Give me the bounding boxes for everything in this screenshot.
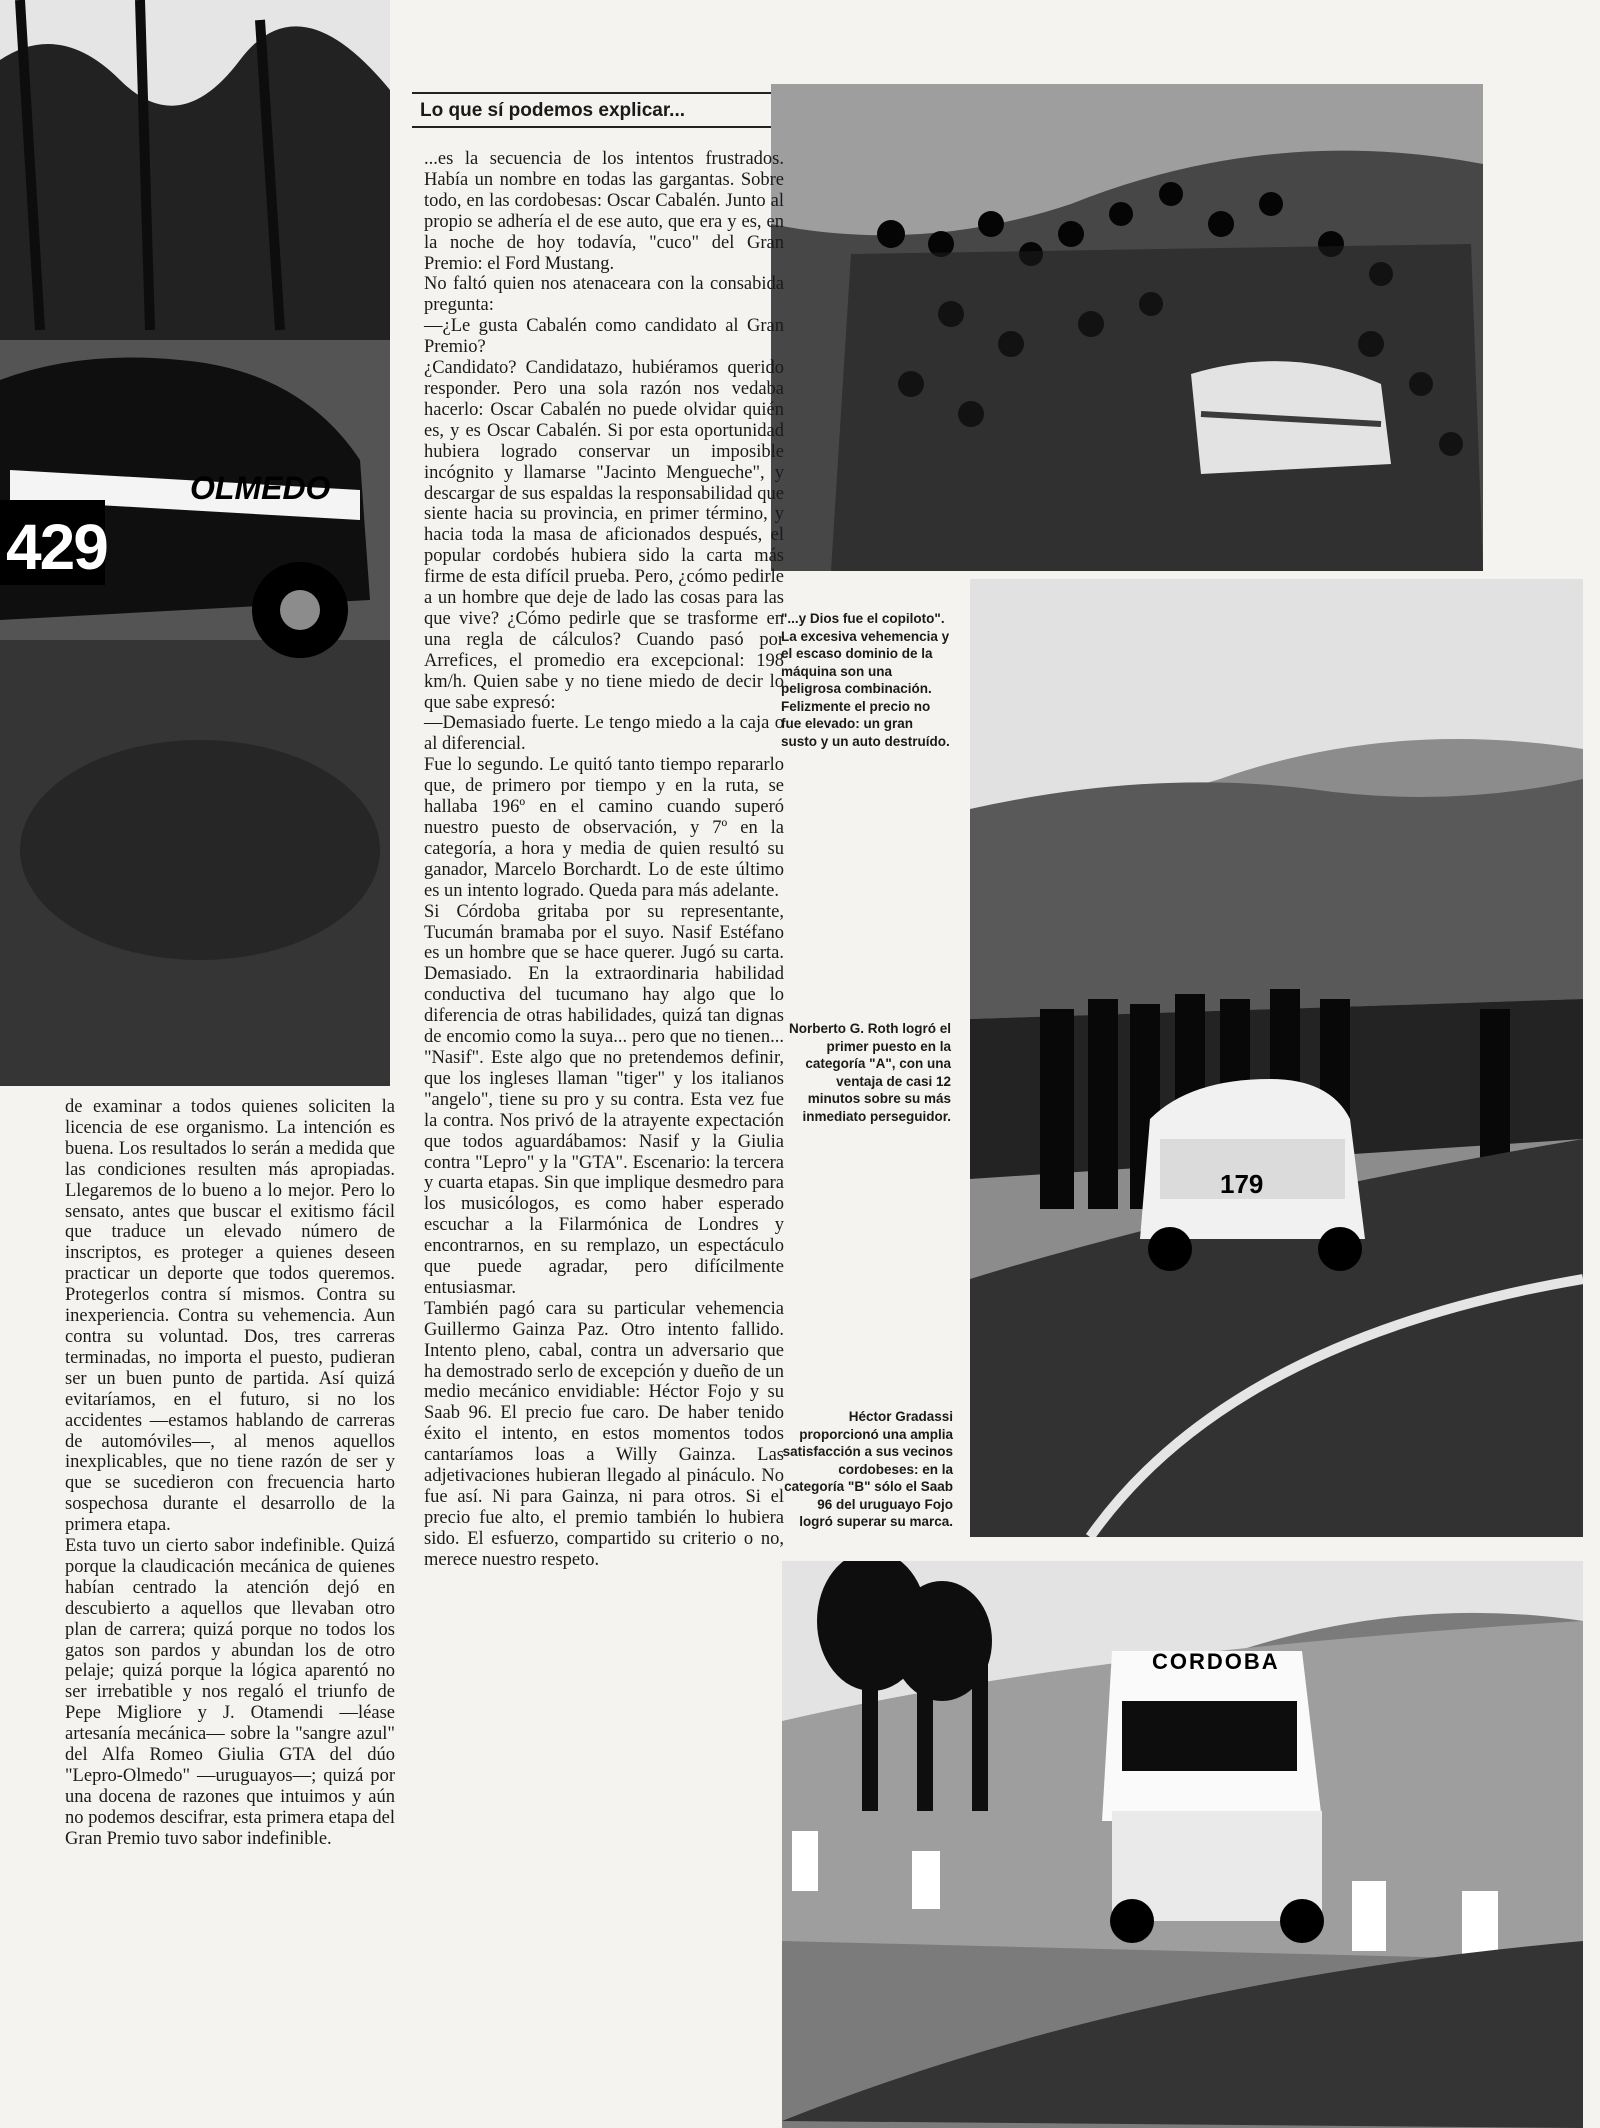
section-heading-bar bbox=[412, 98, 776, 122]
crowd-crash-photo bbox=[771, 84, 1483, 571]
paragraph: Esta tuvo un cierto sabor indefinible. Quizá porque la claudicación mecánica de quienes habían centrado la atención dejó en descubierto a aquellos que llevaban otro plan de carrera; quizá porque no todos los gatos son pardos y abundan los de otro pelaje; quizá porque la lógica aparentó no ser irrebatible y nos regaló el triunfo de Pepe Migliore y J. Otamendi —léase artesanía mecánica— sobre la "sangre azul" del Alfa Romeo Giulia GTA del dúo "Lepro-Olmedo" —uruguayos—; quizá por una docena de razones que intuimos y aún no podemos descifrar, esta primera etapa del Gran Premio tuvo sabor indefinible. bbox=[65, 1536, 395, 1849]
rally-car-photo-left bbox=[0, 0, 390, 1086]
paragraph: —Demasiado fuerte. Le tengo miedo a la caja o al diferencial. bbox=[424, 713, 784, 755]
road-car-179-photo bbox=[970, 579, 1583, 1537]
article-column-middle bbox=[424, 149, 784, 1571]
article-column-left bbox=[65, 1097, 395, 1850]
mountain-road-photo-art bbox=[782, 1561, 1583, 2128]
car-sponsor-text: OLMEDO bbox=[190, 470, 331, 506]
paragraph: Fue lo segundo. Le quitó tanto tiempo repararlo que, de primero por tiempo y en la ruta, se hallaba 196º en el camino cuando superó nuestro puesto de observación, y 7º en la categoría, a hora y media de quien resultó su ganador, Marcelo Borchardt. Lo de este último es un intento logrado. Queda para más adelante. bbox=[424, 755, 784, 901]
road-car-179-photo-art bbox=[970, 579, 1583, 1537]
paragraph: ¿Candidato? Candidatazo, hubiéramos querido responder. Pero una sola razón nos vedaba hacerlo: Oscar Cabalén no puede olvidar quién es, y es Oscar Cabalén. Si por esta oportunidad hubiera logrado conservar un imposible incógnito y llamarse "Jacinto Mengueche", y descargar de sus espaldas la responsabilidad que siente hacia su provincia, en primer término, y hacia toda la masa de aficionados después, el popular cordobés hubiera sido la carta más firme de esta difícil prueba. Pero, ¿cómo pedirle a un hombre que deje de lado las cosas para las que vive? ¿Cómo pedirle que se trasforme en una regla de cálculos? Cuando pasó por Arrefices, el promedio era excepcional: 198 km/h. Quien sabe y no tiene miedo de decir lo que sabe expresó: bbox=[424, 358, 784, 713]
paragraph: No faltó quien nos atenaceara con la consabida pregunta: bbox=[424, 274, 784, 316]
photo-caption-gradassi: Héctor Gradassi proporcionó una amplia satisfacción a sus vecinos cordobeses: en la categoría "B" sólo el Saab 96 del uruguayo Fojo logró superar su marca. bbox=[782, 1409, 953, 1529]
paragraph: ...es la secuencia de los intentos frustrados. Había un nombre en todas las gargantas. Sobre todo, en las cordobesas: Oscar Cabalén. Junto al propio se adhería el de ese auto, que era y es, en la noche de hoy todavía, "cuco" del Gran Premio: el Ford Mustang. bbox=[424, 149, 784, 274]
car-number-179: 179 bbox=[1220, 1169, 1264, 1199]
photo-caption-roth: Norberto G. Roth logró el primer puesto en la categoría "A", con una ventaja de casi 12 minutos sobre su más inmediato perseguidor. bbox=[789, 1021, 951, 1124]
heading-rule-bottom bbox=[412, 126, 776, 128]
car-number-429: 429 bbox=[6, 511, 107, 583]
car-banner-cordoba: CORDOBA bbox=[1152, 1649, 1280, 1674]
paragraph: También pagó cara su particular vehemencia Guillermo Gainza Paz. Otro intento fallido. Intento pleno, cabal, contra un adversario que ha demostrado serlo de excepción y dueño de un medio mecánico envidiable: Héctor Fojo y su Saab 96. El precio fue caro. De haber tenido éxito el intento, en estos momentos todos cantaríamos loas a Willy Gainza. Las adjetivaciones hubieran llegado al pináculo. No fue así. Ni para Gainza, ni para otros. Si el precio fue alto, el premio también lo hubiera sido. El esfuerzo, compartido su criterio o no, merece nuestro respeto. bbox=[424, 1298, 784, 1570]
paragraph: —¿Le gusta Cabalén como candidato al Gran Premio? bbox=[424, 316, 784, 358]
heading-rule-top bbox=[412, 92, 776, 94]
crowd-crash-photo-art bbox=[771, 84, 1483, 571]
paragraph: Si Córdoba gritaba por su representante, Tucumán bramaba por el suyo. Nasif Estéfano es un hombre que se hace querer. Jugó su carta. Demasiado. En la extraordinaria habilidad conductiva del tucumano hay algo que lo diferencia de otras habilidades, quizá tan dignas de encomio como la suya... pero que no tienen... "Nasif". Este algo que no pretendemos definir, que los ingleses llaman "tiger" y los italianos "angelo", tiene su pro y su contra. Esta vez fue la contra. Nos privó de la atrayente expectación que todos aguardábamos: Nasif y la Giulia contra "Lepro" y la "GTA". Escenario: la tercera y cuarta etapas. Sin que implique desmedro para los musicólogos, es como haber esperado escuchar a la Filarmónica de Londres y encontrarnos, en su remplazo, un espectáculo que puede agradar, pero difícilmente entusiasmar. bbox=[424, 901, 784, 1298]
section-heading: Lo que sí podemos explicar... bbox=[420, 100, 686, 121]
photo-caption-crash: "...y Dios fue el copiloto". La excesiva vehemencia y el escaso dominio de la máquina son una peligrosa combinación. Felizmente el precio no fue elevado: un gran susto y un auto destruído. bbox=[781, 611, 950, 749]
paragraph: de examinar a todos quienes soliciten la licencia de ese organismo. La intención es buena. Los resultados lo serán a medida que las condiciones resulten más apropiadas. Llegaremos de lo bueno a lo mejor. Pero lo sensato, antes que buscar el exitismo fácil que traduce un elevado número de inscriptos, es proteger a quienes deseen practicar un deporte que todos queremos. Protegerlos contra sí mismos. Contra su inexperiencia. Contra su vehemencia. Aun contra su voluntad. Dos, tres carreras terminadas, no importa el puesto, pudieran ser un buen punto de partida. Así quizá evitaríamos, en el futuro, si no los accidentes —estamos hablando de carreras de automóviles—, al menos aquellos inexplicables, que no tiene razón de ser y que se sucedieron con frecuencia harto sospechosa durante el desarrollo de la primera etapa. bbox=[65, 1097, 395, 1536]
mountain-road-photo bbox=[782, 1561, 1583, 2128]
